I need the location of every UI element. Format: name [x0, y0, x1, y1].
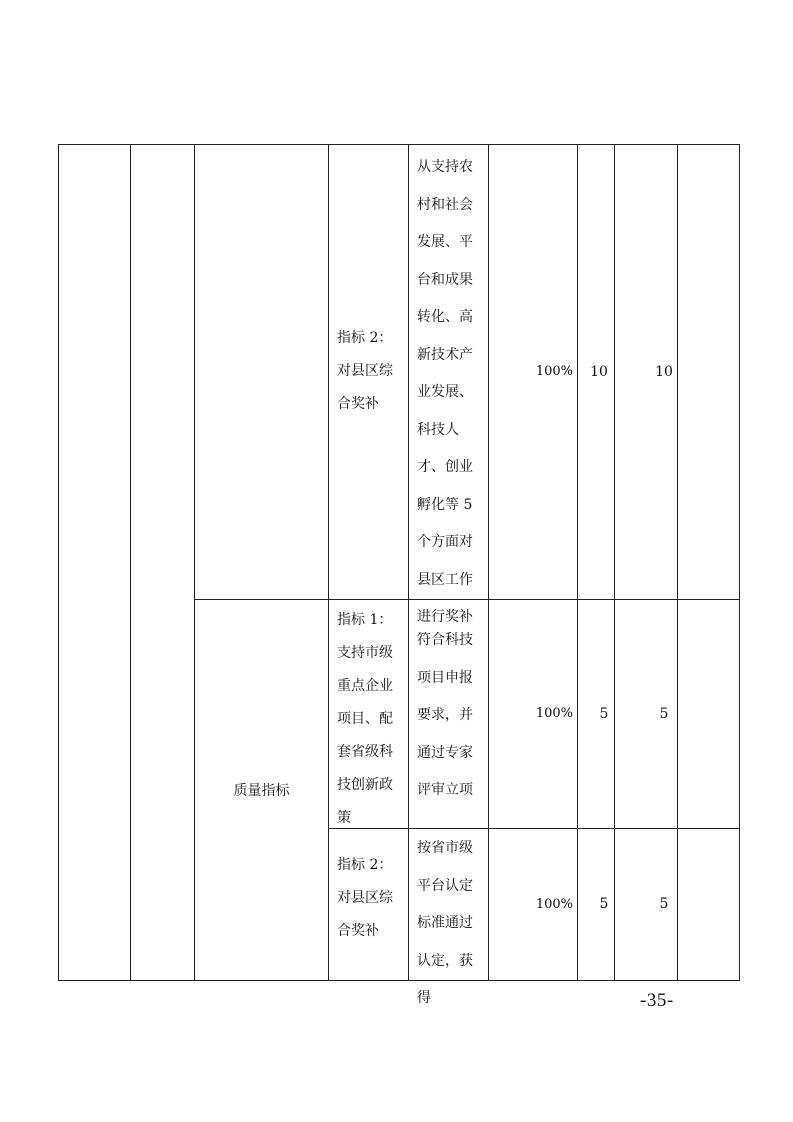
weight-cell [577, 828, 631, 980]
category-label: 质量指标 [233, 783, 290, 799]
col-line-8 [677, 144, 678, 981]
content-cell [417, 622, 483, 822]
weight-cell [577, 144, 621, 599]
score-value: 5 [659, 705, 669, 722]
table-bottom-border [58, 980, 740, 981]
indicator-text: 指标 2：对县区综合奖补 [337, 857, 393, 939]
target-value: 100% [535, 706, 573, 721]
page-number: -35- [640, 990, 674, 1011]
target-value-cell [488, 144, 573, 599]
score-cell [654, 599, 674, 828]
weight-value: 10 [590, 363, 608, 380]
col-line-1 [130, 144, 131, 981]
col-line-4 [408, 144, 409, 981]
indicator-text: 指标 2：对县区综合奖补 [337, 330, 393, 412]
target-value: 100% [535, 364, 573, 379]
indicator-cell [337, 604, 403, 828]
content-cell [417, 830, 483, 1006]
col-line-3 [328, 144, 329, 981]
category-cell-quality [195, 600, 328, 980]
target-value-cell [488, 828, 573, 980]
score-value: 10 [655, 363, 673, 380]
weight-value: 5 [599, 896, 609, 912]
score-cell [654, 144, 674, 599]
indicator-text: 指标 1：支持市级重点企业项目、配套省级科技创新政策 [337, 612, 393, 826]
weight-value: 5 [599, 705, 609, 722]
col-line-0 [58, 144, 59, 981]
content-text: 符合科技项目申报要求，并通过专家评审立项 [417, 632, 473, 798]
score-value: 5 [659, 896, 669, 912]
content-cell [417, 149, 483, 625]
content-text: 从支持农村和社会发展、平台和成果转化、高新技术产业发展、科技人才、创业孵化等 5 个方面对县区工作进行奖补 [417, 159, 473, 625]
indicator-cell [337, 144, 403, 599]
weight-cell [577, 599, 631, 828]
target-value: 100% [535, 896, 573, 912]
indicator-cell [337, 849, 403, 979]
score-cell [654, 828, 674, 980]
col-line-9 [739, 144, 740, 981]
content-text: 按省市级平台认定标准通过认定，获得 [417, 840, 473, 1006]
target-value-cell [488, 599, 573, 828]
